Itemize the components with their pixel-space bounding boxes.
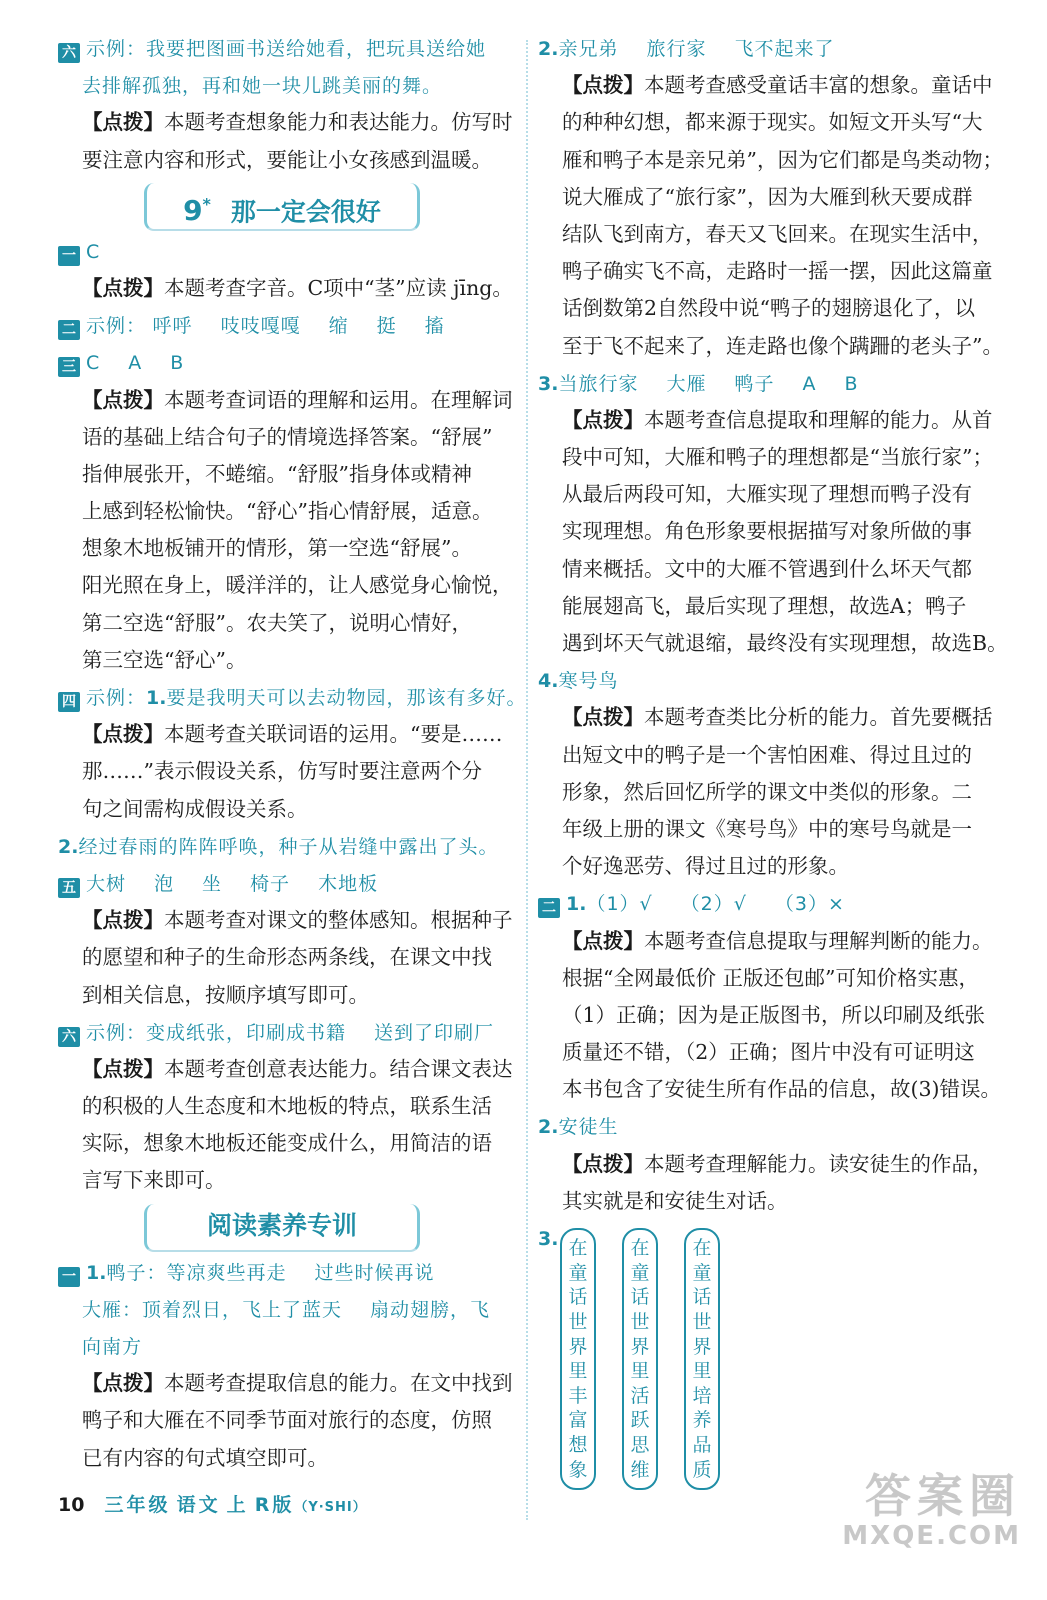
- vertical-char: 话: [630, 1286, 650, 1309]
- tip-label: 【点拨】: [82, 275, 164, 300]
- lesson-number: [183, 194, 211, 227]
- answer-item: 搐: [424, 315, 445, 338]
- answer-line: [58, 1291, 518, 1328]
- answer-text: 去排解孤独，再和她一块儿跳美丽的舞。: [82, 75, 443, 98]
- vertical-char: 在: [630, 1237, 650, 1260]
- column-divider: [526, 40, 528, 1520]
- vertical-char: 里: [692, 1360, 712, 1383]
- question-number: 1.: [86, 1261, 107, 1284]
- tip-text: 上感到轻松愉快。“舒心”指心情舒展，适意。: [82, 499, 493, 524]
- section-marker: 二: [58, 320, 80, 340]
- vertical-char: 话: [568, 1286, 588, 1309]
- answer-line: [58, 30, 518, 67]
- tip-label: 【点拨】: [82, 1056, 164, 1081]
- question-number: 2.: [538, 38, 559, 60]
- tip-line: [58, 1365, 518, 1402]
- lesson-title: 那一定会很好: [230, 197, 381, 227]
- tip-text: 本题考查类比分析的能力。首先要概括: [644, 705, 993, 730]
- section-marker: 六: [58, 1027, 80, 1047]
- watermark: [842, 1470, 1021, 1550]
- tip-text: 至于飞不起来了，连走路也像个蹒跚的老头子”。: [562, 333, 1003, 358]
- tip-text: 说大雁成了“旅行家”，因为大雁到秋天要成群: [562, 184, 973, 209]
- tip-line: [538, 1071, 1002, 1108]
- answer-item: A: [128, 352, 143, 375]
- tip-line: [538, 960, 998, 997]
- tip-label: 【点拨】: [82, 387, 164, 412]
- answer-item: 扇动翅膀，飞: [370, 1298, 491, 1321]
- tip-line: [58, 456, 518, 493]
- tip-line: [538, 551, 998, 588]
- vertical-char: 界: [568, 1335, 588, 1358]
- tip-text: 阳光照在身上，暖洋洋的，让人感觉身心愉悦，: [82, 573, 513, 598]
- section-marker: 五: [58, 878, 80, 898]
- tip-text: 段中可知，大雁和鸭子的理想都是“当旅行家”；: [562, 445, 993, 470]
- answer-line: [538, 662, 998, 699]
- answer-item: 椅子: [250, 872, 291, 895]
- vertical-char: 思: [630, 1433, 650, 1456]
- tip-text: 出短文中的鸭子是一个害怕困难、得过且过的: [562, 742, 972, 767]
- tip-text: 根据“全网最低价 正版还包邮”可知价格实惠，: [562, 965, 979, 990]
- tip-line: [58, 104, 518, 141]
- tip-text: 本题考查字音。C项中“茎”应读 jīng。: [164, 275, 513, 300]
- answer-line: [58, 233, 518, 270]
- tip-text: 语的基础上结合句子的情境选择答案。“舒展”: [82, 424, 493, 449]
- tip-line: [538, 328, 1003, 365]
- tip-line: [538, 476, 998, 513]
- answer-item: （3）×: [774, 893, 845, 916]
- answer-item: 缩: [328, 315, 349, 338]
- section-marker: 二: [538, 898, 560, 918]
- answer-line: [58, 67, 518, 104]
- tip-text: 质量还不错，（2）正确；图片中没有可证明这: [562, 1040, 975, 1065]
- vertical-char: 界: [692, 1335, 712, 1358]
- answer-item: （2）√: [680, 893, 747, 916]
- tip-text: 本书包含了安徒生所有作品的信息，故(3)错误。: [562, 1077, 1002, 1102]
- tip-label: 【点拨】: [562, 1151, 644, 1176]
- answer-item: （1）√: [586, 893, 653, 916]
- tip-line: [538, 253, 998, 290]
- answer-item: B: [844, 372, 859, 395]
- tip-label: 【点拨】: [562, 73, 644, 98]
- right-column: [538, 30, 1008, 1490]
- tip-text: 第二空选“舒服”。农夫笑了，说明心情好，: [82, 610, 472, 635]
- tip-text: 遇到坏天气就退缩，最终没有实现理想，故选B。: [562, 631, 1008, 655]
- answer-item: 吱吱嘎嘎: [220, 315, 301, 338]
- tip-line: [58, 270, 518, 307]
- tip-line: [538, 142, 1003, 179]
- question-number: 1.: [146, 687, 167, 709]
- vertical-answer-box: [560, 1228, 596, 1490]
- page-number: 10: [58, 1494, 85, 1516]
- section-marker: 四: [58, 692, 80, 712]
- tip-line: [58, 791, 518, 828]
- example-label: 示例：: [86, 315, 147, 338]
- tip-text: 本题考查理解能力。读安徒生的作品，: [644, 1151, 993, 1176]
- tip-line: [58, 567, 518, 604]
- tip-line: [58, 530, 518, 567]
- tip-line: [58, 142, 518, 179]
- tip-line: [538, 848, 998, 885]
- answer-line: [58, 1014, 518, 1051]
- tip-line: [538, 216, 998, 253]
- answer-item: 过些时候再说: [314, 1261, 435, 1284]
- tip-line: [538, 923, 998, 960]
- tip-text: 从最后两段可知，大雁实现了理想而鸭子没有: [562, 482, 972, 507]
- vertical-char: 里: [568, 1360, 588, 1383]
- vertical-answer-boxes: [560, 1228, 998, 1490]
- answer-item: 挺: [376, 315, 397, 338]
- tip-text: 鸭子确实飞不高，走路时一摇一摆，因此这篇童: [562, 259, 993, 284]
- answer-item: C: [86, 352, 101, 375]
- section-marker: 三: [58, 357, 80, 377]
- example-label: 示例：: [86, 1021, 147, 1044]
- example-label: 示例：: [86, 687, 147, 709]
- answer-item: 向南方: [82, 1336, 143, 1358]
- vertical-char: 在: [568, 1237, 588, 1260]
- tip-text: 本题考查想象能力和表达能力。仿写时: [164, 110, 513, 135]
- tip-text: 个好逸恶劳、得过且过的形象。: [562, 854, 849, 879]
- tip-text: 到相关信息，按顺序填写即可。: [82, 982, 369, 1007]
- vertical-char: 界: [630, 1335, 650, 1358]
- lesson-heading: [144, 183, 420, 231]
- answer-item: 呼呼: [152, 315, 193, 338]
- edition-label: R版: [254, 1494, 295, 1516]
- tip-text: 指伸展张开，不蜷缩。“舒服”指身体或精神: [82, 461, 472, 486]
- vertical-char: 跃: [630, 1409, 650, 1432]
- vertical-answer-box: [684, 1228, 720, 1490]
- question-number: 2.: [538, 1116, 559, 1139]
- section-marker: 一: [58, 246, 80, 266]
- tip-line: [538, 997, 998, 1034]
- answer-text: 安徒生: [558, 1116, 619, 1139]
- lesson-number-value: 9: [183, 194, 203, 228]
- tip-line: [538, 1183, 998, 1220]
- tip-text: 那……”表示假设关系，仿写时要注意两个分: [82, 759, 482, 784]
- section-marker: 六: [58, 43, 80, 63]
- vertical-char: 想: [568, 1433, 588, 1456]
- answer-text: 寒号鸟: [558, 670, 619, 693]
- question-number: 3.: [538, 372, 559, 395]
- tip-text: 情来概括。文中的大雁不管遇到什么坏天气都: [562, 556, 972, 581]
- answer-line: [538, 30, 998, 67]
- example-label: 示例：: [86, 38, 147, 60]
- tip-text: 句之间需构成假设关系。: [82, 796, 308, 821]
- tip-line: [538, 588, 998, 625]
- grade-label: 三年级: [104, 1494, 171, 1516]
- vertical-char: 维: [630, 1458, 650, 1481]
- tip-text: 要注意内容和形式，要能让小女孩感到温暖。: [82, 147, 492, 172]
- tip-line: [58, 1088, 518, 1125]
- tip-line: [538, 811, 998, 848]
- tip-line: [58, 642, 518, 679]
- tip-line: [58, 1440, 518, 1477]
- answer-item: 变成纸张，印刷成书籍: [146, 1021, 347, 1044]
- tip-label: 【点拨】: [562, 407, 644, 432]
- tip-text: 鸭子和大雁在不同季节面对旅行的态度，仿照: [82, 1408, 492, 1433]
- vertical-char: 话: [692, 1286, 712, 1309]
- tip-text: 本题考查对课文的整体感知。根据种子: [164, 908, 513, 933]
- vertical-char: 里: [630, 1360, 650, 1383]
- tip-line: [538, 290, 998, 327]
- answer-item: B: [170, 352, 185, 375]
- tip-text: 话倒数第2自然段中说“鸭子的翅膀退化了，以: [562, 296, 976, 321]
- tip-text: 本题考查创意表达能力。结合课文表达: [164, 1056, 513, 1081]
- left-column: [58, 30, 527, 1477]
- question-number: 2.: [58, 835, 79, 858]
- tip-text: 言写下来即可。: [82, 1168, 226, 1193]
- tip-line: [538, 1034, 998, 1071]
- answer-text: 要是我明天可以去动物园，那该有多好。: [166, 687, 527, 709]
- tip-line: [58, 493, 518, 530]
- tip-text: 想象木地板铺开的情形，第一空选“舒展”。: [82, 536, 472, 561]
- tip-line: [58, 605, 518, 642]
- vertical-char: 养: [692, 1409, 712, 1432]
- tip-text: 实际，想象木地板还能变成什么，用简洁的语: [82, 1131, 492, 1156]
- tip-line: [58, 1125, 518, 1162]
- section-title: 阅读素养专训: [206, 1210, 357, 1240]
- tip-text: 本题考查感受童话丰富的想象。童话中: [644, 73, 993, 98]
- brand-label: （Y·SHI）: [294, 1500, 367, 1515]
- answer-line: [58, 1328, 518, 1365]
- answer-item: 木地板: [318, 872, 379, 895]
- tip-label: 【点拨】: [82, 722, 164, 747]
- tip-label: 【点拨】: [82, 110, 164, 135]
- answer-line: [58, 307, 518, 344]
- page-footer: [58, 1490, 367, 1517]
- tip-line: [58, 977, 518, 1014]
- answer-line: [58, 679, 527, 716]
- vertical-char: 质: [692, 1458, 712, 1481]
- vertical-char: 品: [692, 1433, 712, 1456]
- answer-item: 坐: [202, 872, 223, 895]
- vertical-char: 童: [568, 1261, 588, 1284]
- answer-item: 鸭子: [734, 372, 775, 395]
- tip-line: [58, 382, 518, 419]
- answer-item: 大雁：顶着烈日，飞上了蓝天: [82, 1298, 343, 1321]
- answer-item: 泡: [154, 872, 175, 895]
- vertical-char: 培: [692, 1384, 712, 1407]
- tip-line: [538, 67, 998, 104]
- question-number: 1.: [566, 893, 587, 916]
- tip-text: 第三空选“舒心”。: [82, 647, 247, 672]
- tip-text: （1）正确；因为是正版图书，所以印刷及纸张: [562, 1002, 986, 1027]
- tip-label: 【点拨】: [562, 928, 644, 953]
- tip-text: 已有内容的句式填空即可。: [82, 1445, 328, 1470]
- tip-label: 【点拨】: [82, 908, 164, 933]
- answer-item: 大树: [86, 872, 127, 895]
- answer-item: 当旅行家: [558, 372, 639, 395]
- answer-item: 鸭子：等凉爽些再走: [106, 1261, 287, 1284]
- tip-label: 【点拨】: [82, 1371, 164, 1396]
- tip-text: 本题考查信息提取与理解判断的能力。: [644, 928, 993, 953]
- vertical-char: 世: [568, 1310, 588, 1333]
- watermark-logo: 答案圈: [865, 1469, 1021, 1523]
- tip-line: [58, 753, 518, 790]
- answer-text: C: [86, 240, 101, 263]
- answer-line: [58, 865, 518, 902]
- tip-text: 结队飞到南方，春天又飞回来。在现实生活中，: [562, 221, 993, 246]
- tip-line: [58, 716, 518, 753]
- answer-item: 旅行家: [646, 38, 707, 60]
- tip-line: [58, 419, 518, 456]
- tip-line: [538, 513, 998, 550]
- tip-line: [538, 179, 998, 216]
- tip-text: 本题考查关联词语的运用。“要是……: [164, 722, 503, 747]
- tip-text: 的种种幻想，都来源于现实。如短文开头写“大: [562, 110, 983, 135]
- tip-text: 实现理想。角色形象要根据描写对象所做的事: [562, 519, 972, 544]
- answer-line: [538, 365, 998, 402]
- tip-text: 年级上册的课文《寒号鸟》中的寒号鸟就是一: [562, 816, 972, 841]
- watermark-url: MXQE.COM: [842, 1521, 1021, 1551]
- answer-item: 亲兄弟: [558, 38, 619, 60]
- vertical-char: 丰: [568, 1384, 588, 1407]
- tip-line: [538, 737, 998, 774]
- vertical-char: 在: [692, 1237, 712, 1260]
- tip-line: [538, 439, 998, 476]
- vertical-char: 富: [568, 1409, 588, 1432]
- answer-item: 送到了印刷厂: [374, 1021, 495, 1044]
- tip-line: [58, 939, 518, 976]
- tip-line: [538, 774, 998, 811]
- answer-line: [538, 1108, 998, 1145]
- tip-text: 本题考查词语的理解和运用。在理解词: [164, 387, 513, 412]
- vertical-char: 活: [630, 1384, 650, 1407]
- vertical-char: 世: [630, 1310, 650, 1333]
- tip-text: 形象，然后回忆所学的课文中类似的形象。二: [562, 779, 972, 804]
- tip-line: [538, 1146, 998, 1183]
- vertical-char: 童: [630, 1261, 650, 1284]
- tip-text: 雁和鸭子本是亲兄弟”，因为它们都是鸟类动物；: [562, 147, 1003, 172]
- tip-line: [538, 699, 998, 736]
- tip-text: 其实就是和安徒生对话。: [562, 1188, 788, 1213]
- vertical-char: 世: [692, 1310, 712, 1333]
- answer-item: 大雁: [666, 372, 707, 395]
- tip-line: [58, 1162, 518, 1199]
- tip-line: [538, 104, 998, 141]
- answer-line: [538, 885, 998, 922]
- vertical-answer-box: [622, 1228, 658, 1490]
- tip-line: [58, 902, 518, 939]
- answer-item: 飞不起来了: [734, 38, 835, 60]
- answer-line: [58, 1254, 518, 1291]
- tip-text: 的愿望和种子的生命形态两条线，在课文中找: [82, 945, 492, 970]
- vertical-char: 象: [568, 1458, 588, 1481]
- tip-line: [58, 1051, 518, 1088]
- question-number: 3.: [538, 1228, 559, 1250]
- lesson-star: *: [202, 194, 211, 214]
- subject-label: 语文: [176, 1494, 221, 1516]
- tip-line: [538, 625, 1008, 662]
- tip-line: [538, 402, 998, 439]
- answer-text: 我要把图画书送给她看，把玩具送给她: [146, 38, 487, 60]
- answer-line: [58, 344, 518, 381]
- section-heading: [144, 1204, 420, 1252]
- vertical-char: 童: [692, 1261, 712, 1284]
- tip-label: 【点拨】: [562, 705, 644, 730]
- volume-label: 上: [226, 1494, 249, 1516]
- answer-line: [58, 828, 518, 865]
- tip-text: 的积极的人生态度和木地板的特点，联系生活: [82, 1094, 492, 1119]
- tip-text: 本题考查信息提取和理解的能力。从首: [644, 407, 993, 432]
- tip-text: 能展翅高飞，最后实现了理想，故选A；鸭子: [562, 593, 967, 618]
- answer-item: A: [802, 372, 817, 395]
- section-marker: 一: [58, 1267, 80, 1287]
- tip-text: 本题考查提取信息的能力。在文中找到: [164, 1371, 513, 1396]
- question-number: 4.: [538, 670, 559, 693]
- answer-text: 经过春雨的阵阵呼唤，种子从岩缝中露出了头。: [78, 835, 499, 858]
- tip-line: [58, 1402, 518, 1439]
